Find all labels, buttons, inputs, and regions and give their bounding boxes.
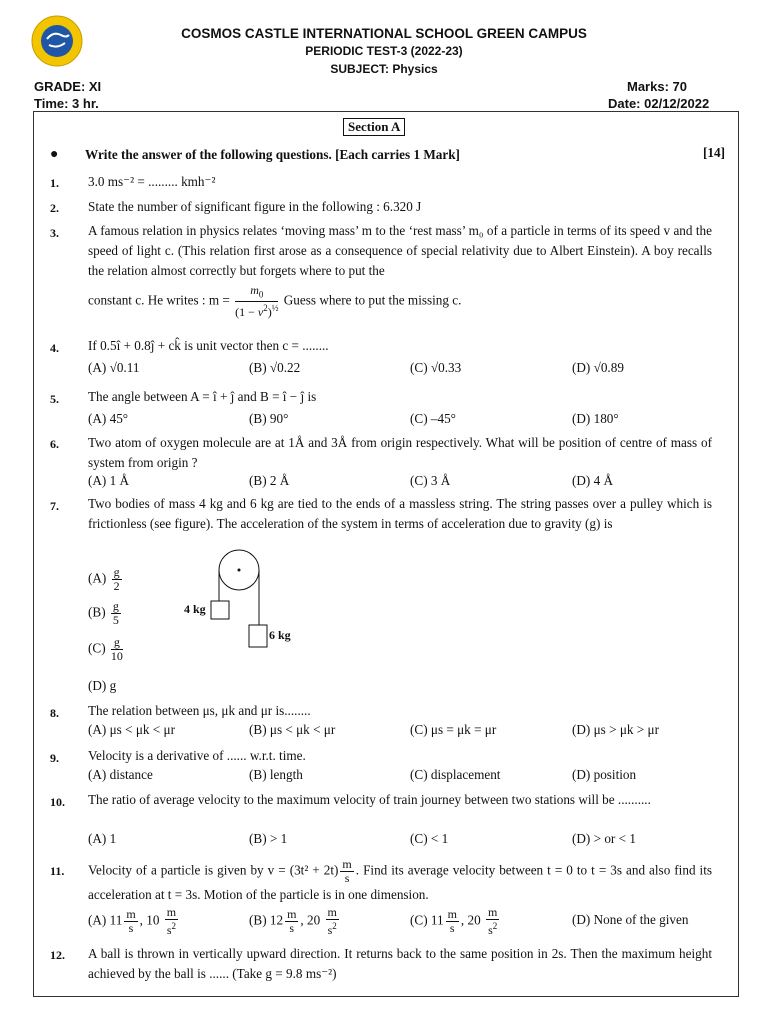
q11-option-a: (A) 11 $\frac{m}{s}$ , 10 $\frac{m}{s^2}$ bbox=[88, 905, 177, 937]
q7-number: 7. bbox=[50, 499, 59, 513]
section-title: Section A bbox=[343, 118, 405, 136]
q10-option-b: (B) > 1 bbox=[249, 831, 288, 846]
q4-option-b: (B) √0.22 bbox=[249, 360, 301, 375]
q12-text: A ball is thrown in vertically upward direction. It returns back to the same position in 2s. Then the maximum height achieved by the ball is ...... (Take g = 9.8 ms⁻²) bbox=[88, 946, 712, 981]
q12-number: 12. bbox=[50, 948, 65, 962]
q1-text: 3.0 ms⁻² = ......... kmh⁻² bbox=[88, 174, 216, 189]
q1-number: 1. bbox=[50, 176, 59, 190]
q9-text: Velocity is a derivative of ...... w.r.t. time. bbox=[88, 748, 306, 763]
q7-option-a-label: (A) bbox=[88, 570, 107, 586]
grade: GRADE: XI bbox=[34, 79, 102, 94]
q7-option-b bbox=[88, 600, 123, 627]
q7-option-c-frac: $\frac{g}{10}$ bbox=[110, 635, 123, 663]
mass-6kg-block bbox=[249, 625, 267, 647]
q7-option-a bbox=[88, 566, 124, 593]
q10-text: The ratio of average velocity to the maximum velocity of train journey between two stations will be .......... bbox=[88, 792, 651, 807]
q6-text: Two atom of oxygen molecule are at 1Å and 3Å from origin respectively. What will be position of centre of mass of system from origin ? bbox=[88, 435, 712, 470]
mass-4kg-block bbox=[211, 601, 229, 619]
mass-4kg-label: 4 kg bbox=[184, 602, 206, 616]
q5-number: 5. bbox=[50, 392, 59, 406]
q3-number: 3. bbox=[50, 226, 59, 240]
q8-option-b: (B) μs < μk < μr bbox=[249, 722, 336, 737]
duration: Time: 3 hr. bbox=[34, 96, 99, 111]
q10-option-c: (C) < 1 bbox=[410, 831, 449, 846]
q7-option-c bbox=[88, 636, 125, 663]
q4-option-c: (C) √0.33 bbox=[410, 360, 462, 375]
q4-option-d: (D) √0.89 bbox=[572, 360, 624, 375]
q11-option-b: (B) 12 $\frac{m}{s}$ , 20 $\frac{m}{s^2}$ bbox=[249, 905, 337, 937]
q4-option-a: (A) √0.11 bbox=[88, 360, 140, 375]
q9-option-a: (A) distance bbox=[88, 767, 153, 782]
q8-number: 8. bbox=[50, 706, 59, 720]
q3-formula-line bbox=[88, 284, 461, 319]
q6-number: 6. bbox=[50, 437, 59, 451]
q4-text: If 0.5î + 0.8ĵ + ck̂ is unit vector then c = ........ bbox=[88, 338, 329, 353]
q7-option-b-label: (B) bbox=[88, 604, 106, 620]
marks: Marks: 70 bbox=[627, 79, 687, 94]
q2-text: State the number of significant figure in the following : 6.320 J bbox=[88, 199, 422, 214]
q3-formula-lead: constant c. He writes : m = bbox=[88, 292, 230, 308]
q7-option-d: (D) g bbox=[88, 678, 117, 693]
q11-option-b-label: (B) 12 bbox=[249, 912, 284, 928]
q9-option-c: (C) displacement bbox=[410, 767, 501, 782]
section-marks: [14] bbox=[703, 145, 725, 160]
q9-number: 9. bbox=[50, 751, 59, 765]
subject: SUBJECT: Physics bbox=[330, 62, 438, 76]
q5-option-b: (B) 90° bbox=[249, 411, 289, 426]
q4-number: 4. bbox=[50, 341, 59, 355]
q9-option-d: (D) position bbox=[572, 767, 637, 782]
exam-date: Date: 02/12/2022 bbox=[608, 96, 710, 111]
q7-option-b-frac: $\frac{g}{5}$ bbox=[112, 599, 119, 627]
q8-text: The relation between μs, μk and μr is........ bbox=[88, 703, 311, 718]
q9-option-b: (B) length bbox=[249, 767, 303, 782]
q11-option-c-label: (C) 11 bbox=[410, 912, 444, 928]
q3-formula: $\frac{m_0}{(1 - v^2)^{\frac{1}{2}}}$ bbox=[235, 283, 279, 320]
q5-text: The angle between A = î + ĵ and B = î − ĵ is bbox=[88, 389, 317, 404]
school-logo bbox=[31, 15, 83, 67]
bullet-icon: ● bbox=[50, 147, 59, 162]
pulley-axle bbox=[238, 569, 241, 572]
test-name: PERIODIC TEST-3 (2022-23) bbox=[305, 44, 463, 58]
q11-text-lead: Velocity of a particle is given by v = (3t² + 2t) bbox=[88, 862, 339, 878]
q11-unit: $\frac{m}{s}$ bbox=[342, 857, 352, 885]
q11-option-c: (C) 11 $\frac{m}{s}$ , 20 $\frac{m}{s^2}$ bbox=[410, 905, 498, 937]
mass-6kg-label: 6 kg bbox=[269, 628, 291, 642]
q5-option-c: (C) –45° bbox=[410, 411, 456, 426]
q11-text-tail: . Find its average velocity between t = 0 to t = 3s and also find its acceleration at t = 3s. Motion of the particle is in one dimension. bbox=[88, 862, 713, 902]
q10-number: 10. bbox=[50, 795, 65, 809]
q2-number: 2. bbox=[50, 201, 59, 215]
q11-option-a-label: (A) 11 bbox=[88, 912, 123, 928]
q5-option-d: (D) 180° bbox=[572, 411, 619, 426]
school-name: COSMOS CASTLE INTERNATIONAL SCHOOL GREEN CAMPUS bbox=[181, 26, 587, 41]
q6-option-d: (D) 4 Å bbox=[572, 473, 614, 488]
q11-text bbox=[88, 858, 712, 905]
section-instruction: Write the answer of the following questions. [Each carries 1 Mark] bbox=[85, 147, 460, 162]
q6-option-c: (C) 3 Å bbox=[410, 473, 451, 488]
q7-option-a-frac: $\frac{g}{2}$ bbox=[113, 565, 120, 593]
q11-option-d: (D) None of the given bbox=[572, 912, 689, 927]
q6-option-b: (B) 2 Å bbox=[249, 473, 290, 488]
q8-option-d: (D) μs > μk > μr bbox=[572, 722, 659, 737]
q3-text: A famous relation in physics relates ‘moving mass’ m to the ‘rest mass’ m₀ of a particle in terms of its speed v and the speed of light c. (This relation first arose as a consequence of special relativity due to Albert Einstein). A boy recalls the relation almost correctly but forgets where to put the bbox=[88, 223, 712, 278]
q11-number: 11. bbox=[50, 864, 65, 878]
q7-text: Two bodies of mass 4 kg and 6 kg are tied to the ends of a massless string. The string passes over a pulley which is frictionless (see figure). The acceleration of the system in terms of acceleration due to gravity (g) is bbox=[88, 496, 712, 531]
q10-option-d: (D) > or < 1 bbox=[572, 831, 636, 846]
q6-option-a: (A) 1 Å bbox=[88, 473, 130, 488]
q8-option-a: (A) μs < μk < μr bbox=[88, 722, 175, 737]
q10-option-a: (A) 1 bbox=[88, 831, 117, 846]
q3-formula-tail: Guess where to put the missing c. bbox=[283, 292, 462, 308]
q8-option-c: (C) μs = μk = μr bbox=[410, 722, 497, 737]
q5-option-a: (A) 45° bbox=[88, 411, 129, 426]
q7-option-c-label: (C) bbox=[88, 640, 106, 656]
